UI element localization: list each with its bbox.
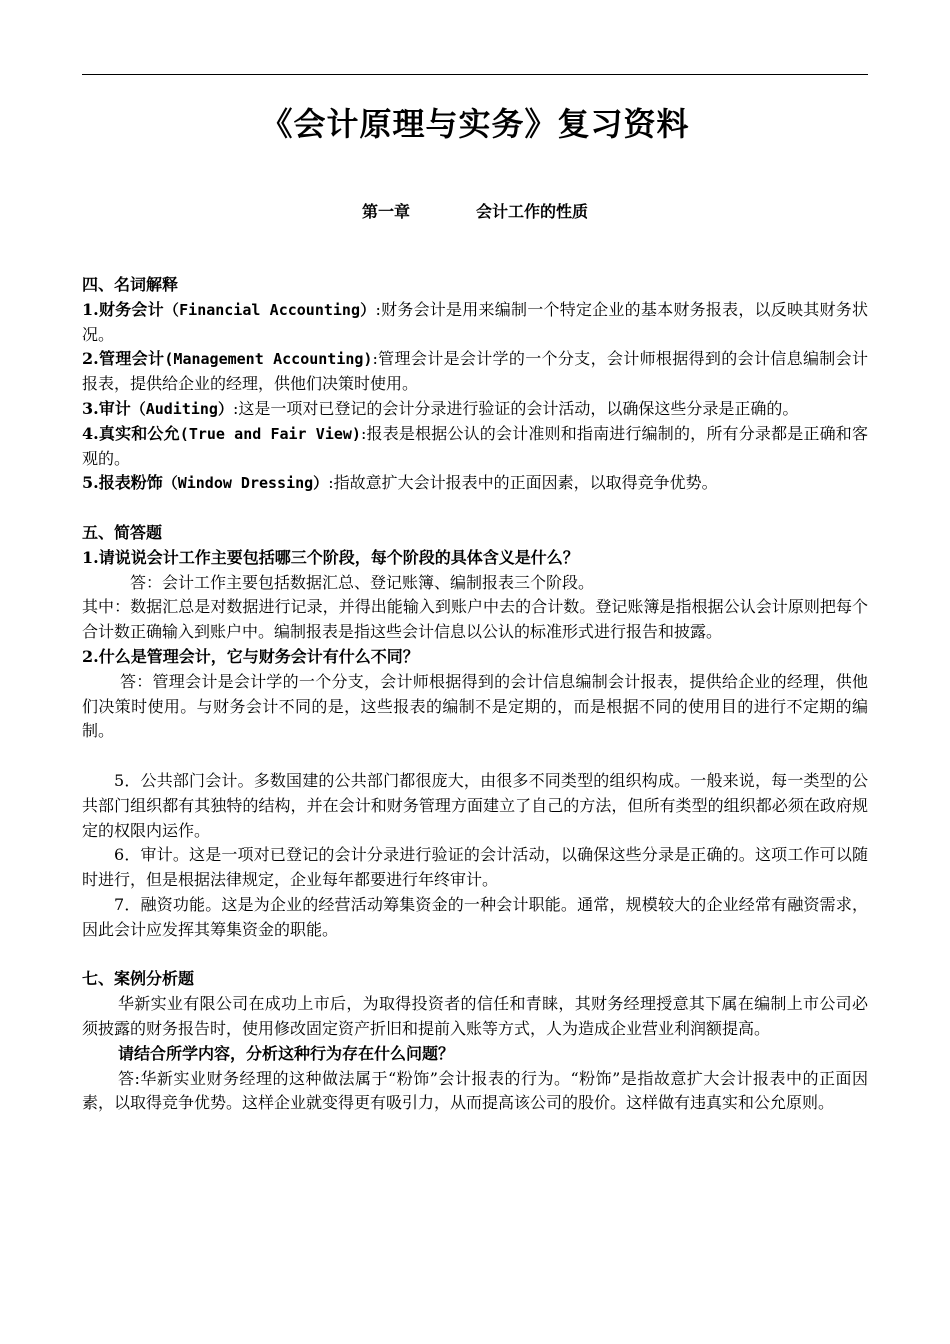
term-item: 1.财务会计（Financial Accounting）:财务会计是用来编制一个特定企业的基本财务报表，以反映其财务状况。: [82, 299, 868, 344]
chapter-name: 会计工作的性质: [476, 202, 589, 221]
section-heading-short-answer: 五、简答题: [82, 522, 163, 542]
case-question: 请结合所学内容，分析这种行为存在什么问题？: [118, 1043, 455, 1063]
term-item: 5.报表粉饰（Window Dressing）:指故意扩大会计报表中的正面因素，以取得竞争优势。: [82, 473, 718, 493]
term-item: 3.审计（Auditing）:这是一项对已登记的会计分录进行验证的会计活动，以确保这些分录是正确的。: [82, 398, 799, 418]
section-heading-case: 七、案例分析题: [82, 969, 195, 989]
answer-1-intro: 答：会计工作主要包括数据汇总、登记账簿、编制报表三个阶段。: [130, 572, 595, 592]
chapter-number: 第一章: [361, 202, 410, 221]
paragraph-audit: 6．审计。这是一项对已登记的会计分录进行验证的会计活动，以确保这些分录是正确的。这项工作可以随时进行，但是根据法律规定，企业每年都要进行年终审计。: [82, 845, 868, 890]
paragraph-financing: 7．融资功能。这是为企业的经营活动筹集资金的一种会计职能。通常，规模较大的企业经常有融资需求，因此会计应发挥其筹集资金的职能。: [82, 894, 868, 939]
document-body: [82, 273, 868, 1116]
term-item: 4.真实和公允(True and Fair View):报表是根据公认的会计准则和指南进行编制的，所有分录都是正确和客观的。: [82, 423, 868, 468]
answer-2: 答：管理会计是会计学的一个分支，会计师根据得到的会计信息编制会计报表，提供给企业的经理，供他们决策时使用。与财务会计不同的是，这些报表的编制不是定期的，而是根据不同的使用目的进行不定期的编制。: [82, 671, 868, 741]
question-1: 1.请说说会计工作主要包括哪三个阶段，每个阶段的具体含义是什么？: [82, 547, 579, 567]
case-description: 华新实业有限公司在成功上市后，为取得投资者的信任和青睐，其财务经理授意其下属在编制上市公司必须披露的财务报告时，使用修改固定资产折旧和提前入账等方式，人为造成企业营业利润额提高。: [82, 994, 868, 1038]
answer-1-detail: 其中：数据汇总是对数据进行记录，并得出能输入到账户中去的合计数。登记账簿是指根据公认会计原则把每个合计数正确输入到账户中。编制报表是指这些会计信息以公认的标准形式进行报告和披露。: [82, 597, 868, 642]
header-rule: [82, 74, 868, 75]
document-title: 《会计原理与实务》复习资料: [260, 105, 690, 143]
chapter-heading: [0, 200, 950, 224]
case-answer: 答:华新实业财务经理的这种做法属于“粉饰”会计报表的行为。“粉饰”是指故意扩大会计报表中的正面因素，以取得竞争优势。这样企业就变得更有吸引力，从而提高该公司的股价。这样做有违真实和公允原则。: [82, 1068, 868, 1113]
paragraph-public-sector: 5．公共部门会计。多数国建的公共部门都很庞大，由很多不同类型的组织构成。一般来说，每一类型的公共部门组织都有其独特的结构，并在会计和财务管理方面建立了自己的方法，但所有类型的组织都必须在政府规定的权限内运作。: [82, 770, 868, 840]
question-2: 2.什么是管理会计，它与财务会计有什么不同？: [82, 646, 419, 666]
term-item: 2.管理会计(Management Accounting):管理会计是会计学的一个分支，会计师根据得到的会计信息编制会计报表，提供给企业的经理，供他们决策时使用。: [82, 349, 868, 394]
section-heading-terms: 四、名词解释: [82, 275, 179, 294]
